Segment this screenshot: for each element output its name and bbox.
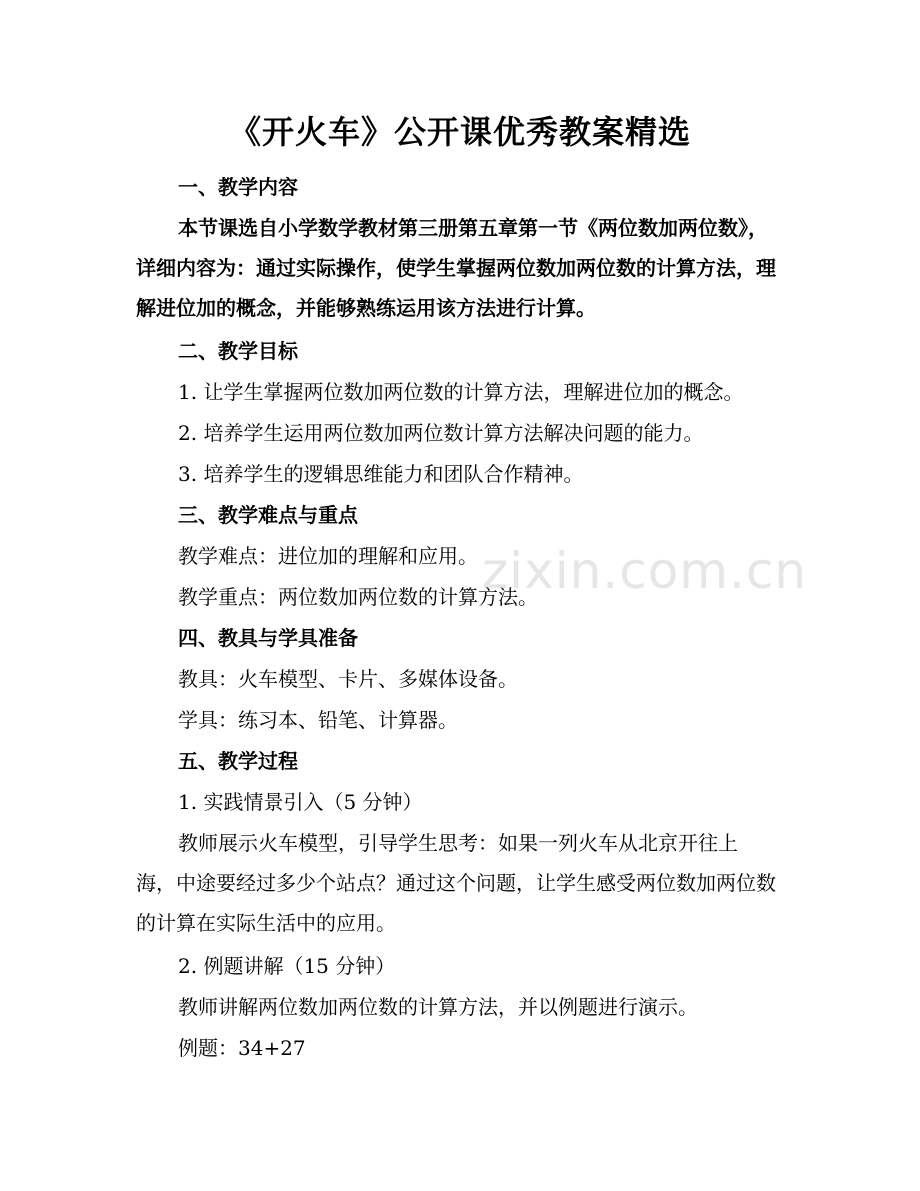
section-heading-materials: 四、教具与学具准备 <box>178 626 358 650</box>
objective-item-3: 3. 培养学生的逻辑思维能力和团队合作精神。 <box>178 462 584 486</box>
section-heading-objectives: 二、教学目标 <box>178 339 298 363</box>
content-paragraph: 本节课选自小学数学教材第三册第五章第一节《两位数加两位数》，详细内容为：通过实际操作，使学生掌握两位数加两位数的计算方法，理解进位加的概念，并能够熟练运用该方法进行计算。 <box>136 216 776 320</box>
key-point-line: 教学重点：两位数加两位数的计算方法。 <box>178 585 538 609</box>
section-heading-process: 五、教学过程 <box>178 749 298 773</box>
process-step-1: 1. 实践情景引入（5 分钟） <box>178 790 423 814</box>
process-step-2-paragraph: 教师讲解两位数加两位数的计算方法，并以例题进行演示。 <box>178 995 698 1019</box>
watermark: zixin.com.cn <box>482 542 808 600</box>
document-title: 《开火车》公开课优秀教案精选 <box>228 113 691 151</box>
objective-item-1: 1. 让学生掌握两位数加两位数的计算方法，理解进位加的概念。 <box>178 380 744 404</box>
teacher-materials-line: 教具：火车模型、卡片、多媒体设备。 <box>178 667 518 691</box>
section-heading-content: 一、教学内容 <box>178 175 298 199</box>
process-step-1-paragraph: 教师展示火车模型，引导学生思考：如果一列火车从北京开往上海，中途要经过多少个站点？通过这个问题，让学生感受两位数加两位数的计算在实际生活中的应用。 <box>136 831 776 935</box>
section-heading-difficulties: 三、教学难点与重点 <box>178 503 358 527</box>
objective-item-2: 2. 培养学生运用两位数加两位数计算方法解决问题的能力。 <box>178 421 704 445</box>
example-line: 例题：34+27 <box>178 1036 306 1060</box>
process-step-2: 2. 例题讲解（15 分钟） <box>178 954 396 978</box>
student-materials-line: 学具：练习本、铅笔、计算器。 <box>178 708 458 732</box>
difficulty-line: 教学难点：进位加的理解和应用。 <box>178 544 478 568</box>
